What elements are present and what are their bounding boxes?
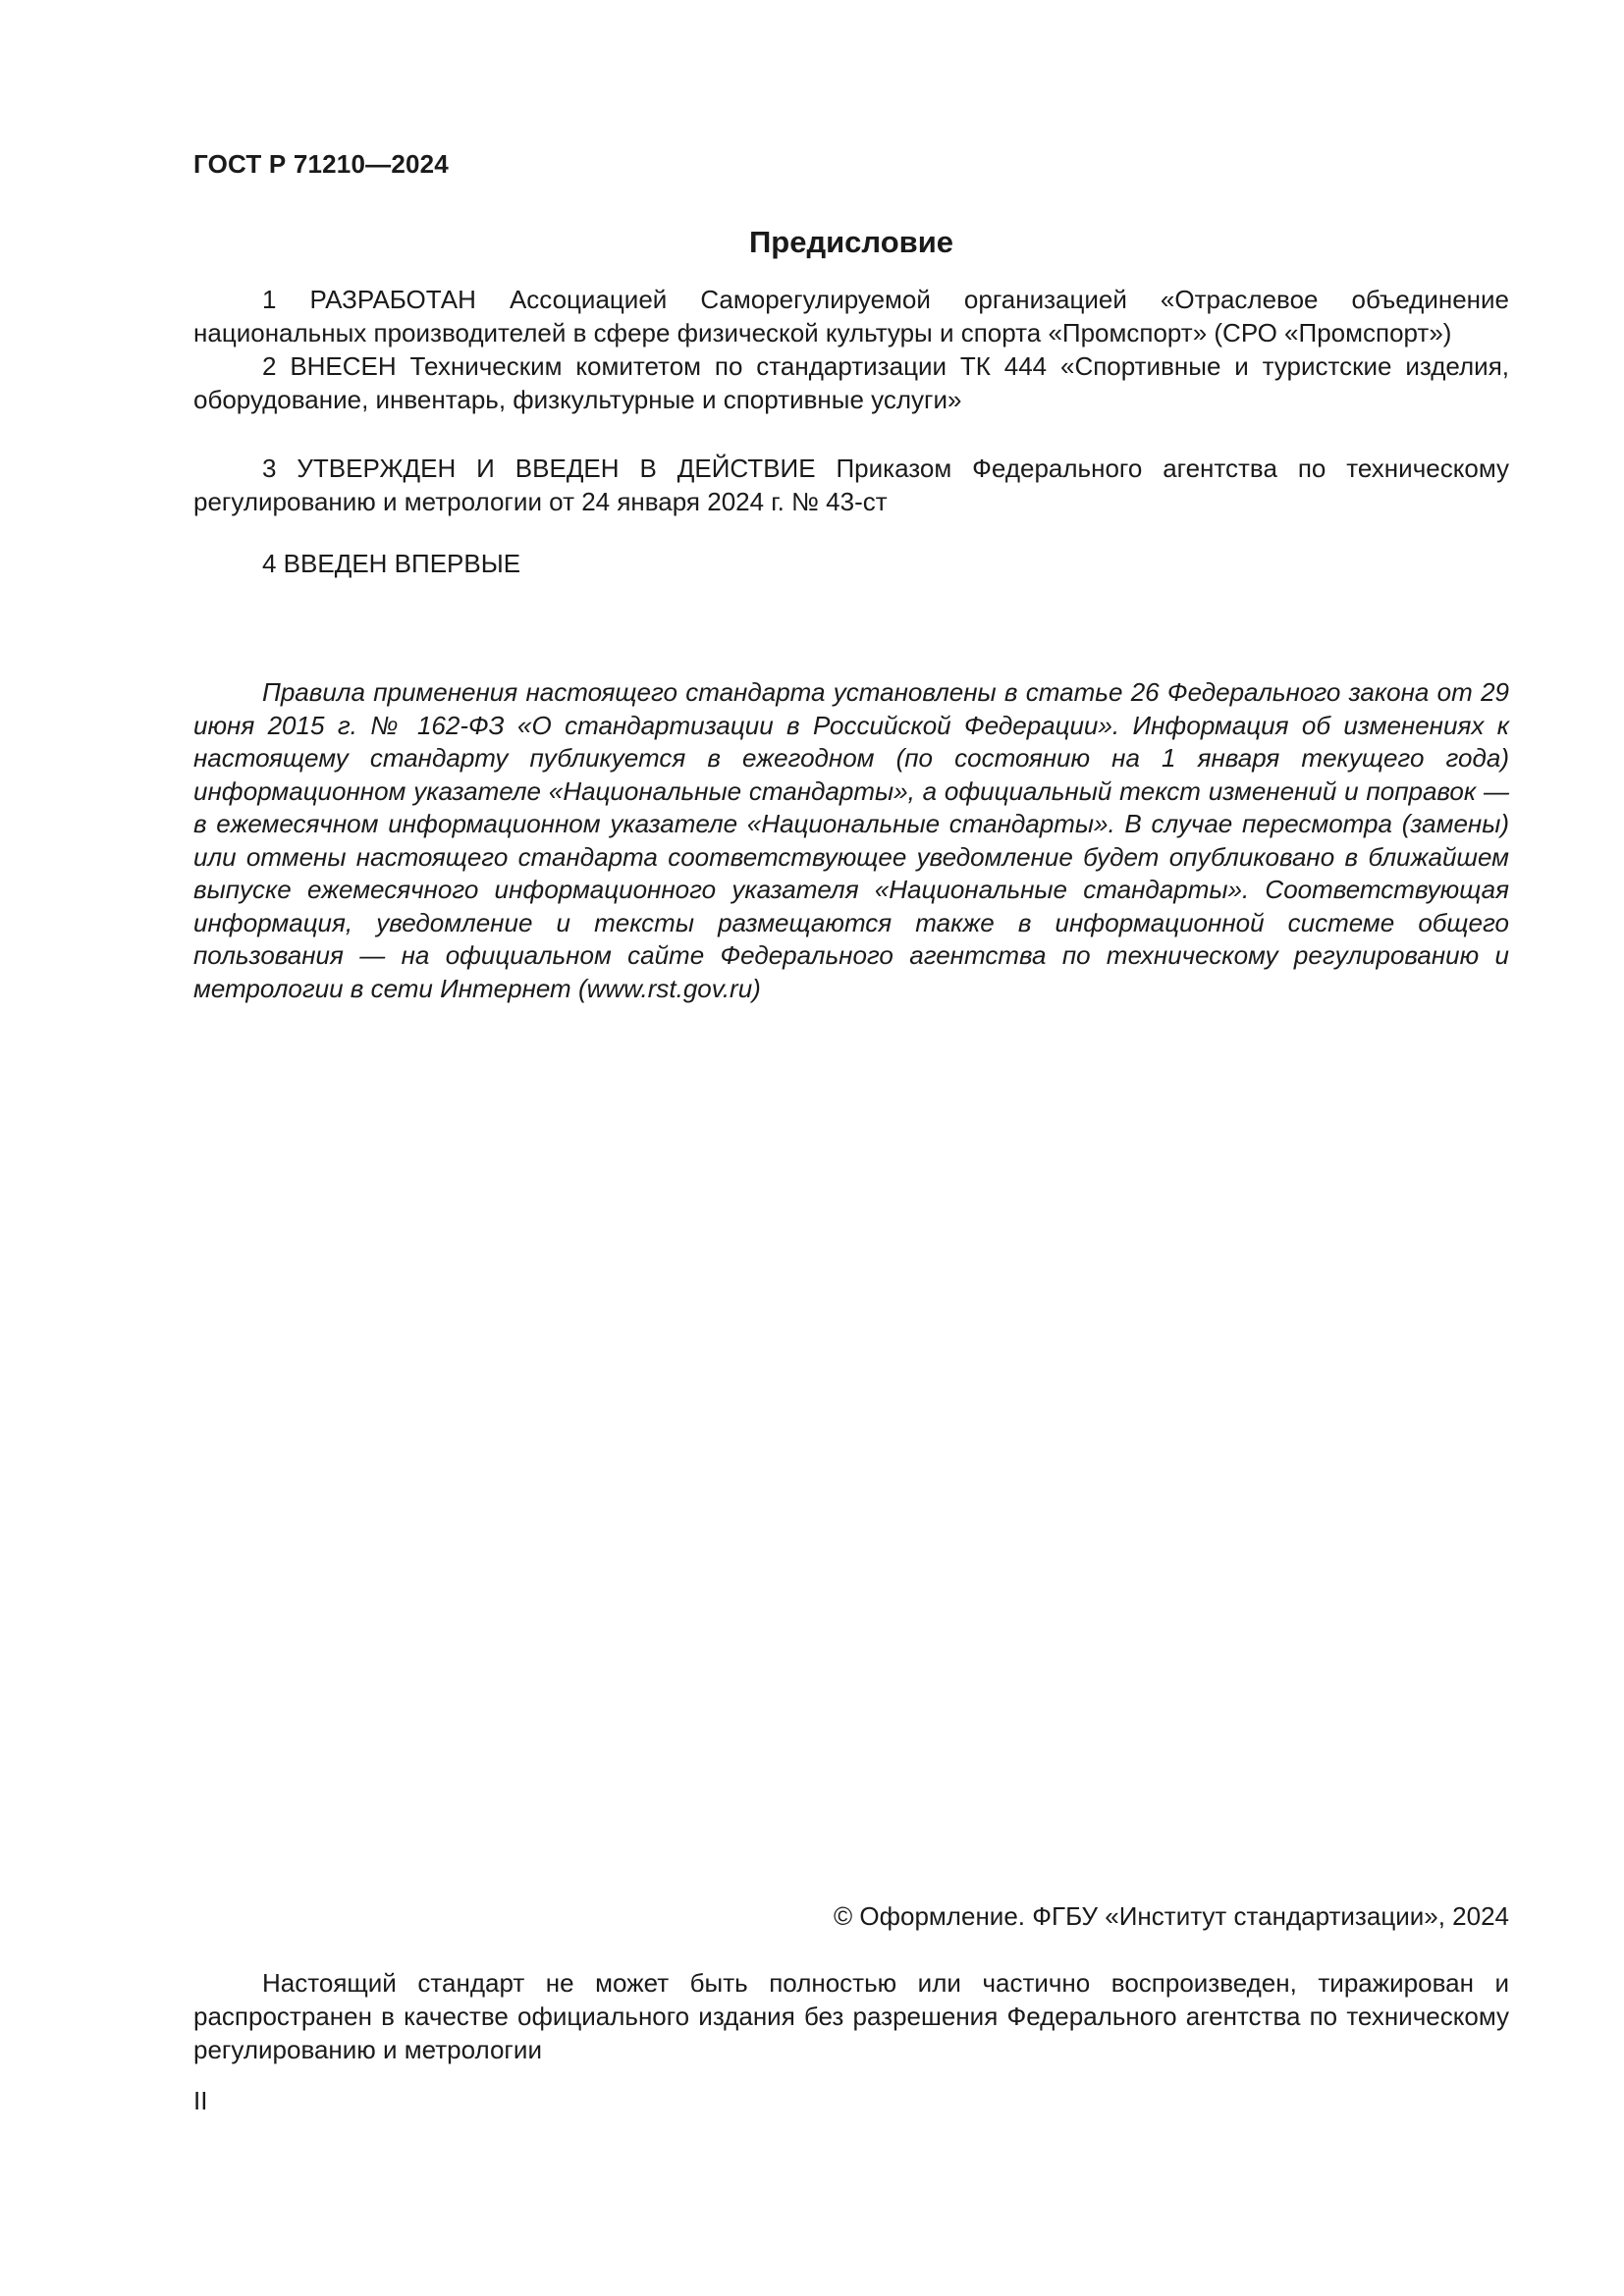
- reproduction-notice: Настоящий стандарт не может быть полностью или частично воспроизведен, тиражирован и распространен в качестве официального издания без разрешения Федерального агентства по техническому регулированию и метрологии: [193, 1968, 1509, 2064]
- foreword-item-3: 3 УТВЕРЖДЕН И ВВЕДЕН В ДЕЙСТВИЕ Приказом Федерального агентства по техническому регулированию и метрологии от 24 января 2024 г. № 43-ст: [193, 454, 1509, 516]
- foreword-item-4: 4 ВВЕДЕН ВПЕРВЫЕ: [262, 549, 521, 578]
- page-number: II: [193, 2086, 208, 2115]
- foreword-item-2: 2 ВНЕСЕН Техническим комитетом по стандартизации ТК 444 «Спортивные и туристские изделия, оборудование, инвентарь, физкультурные и спортивные услуги»: [193, 351, 1509, 414]
- rules-paragraph: Правила применения настоящего стандарта установлены в статье 26 Федерального закона от 29 июня 2015 г. № 162-ФЗ «О стандартизации в Российской Федерации». Информация об изменениях к настоящему стандарту публикуется в ежегодном (по состоянию на 1 января текущего года) информационном указателе «Национальные стандарты», а официальный текст изменений и поправок — в ежемесячном информационном указателе «Национальные стандарты». В случае пересмотра (замены) или отмены настоящего стандарта соответствующее уведомление будет опубликовано в ближайшем выпуске ежемесячного информационного указателя «Национальные стандарты». Соответствующая информация, уведомление и тексты размещаются также в информационной системе общего пользования — на официальном сайте Федерального агентства по техническому регулированию и метрологии в сети Интернет (www.rst.gov.ru): [193, 677, 1509, 1003]
- foreword-item-1: 1 РАЗРАБОТАН Ассоциацией Саморегулируемой организацией «Отраслевое объединение национальных производителей в сфере физической культуры и спорта «Промспорт» (СРО «Промспорт»): [193, 285, 1509, 347]
- foreword-item-4-block: [193, 547, 1509, 580]
- copyright-line: © Оформление. ФГБУ «Институт стандартизации», 2024: [834, 1901, 1509, 1931]
- reproduction-notice-block: [193, 1966, 1509, 2066]
- document-code: ГОСТ Р 71210—2024: [193, 149, 449, 179]
- foreword-items-1-2: [193, 283, 1509, 416]
- foreword-item-3-block: [193, 452, 1509, 518]
- rules-paragraph-block: [193, 676, 1509, 1005]
- page-title: Предисловие: [748, 225, 953, 259]
